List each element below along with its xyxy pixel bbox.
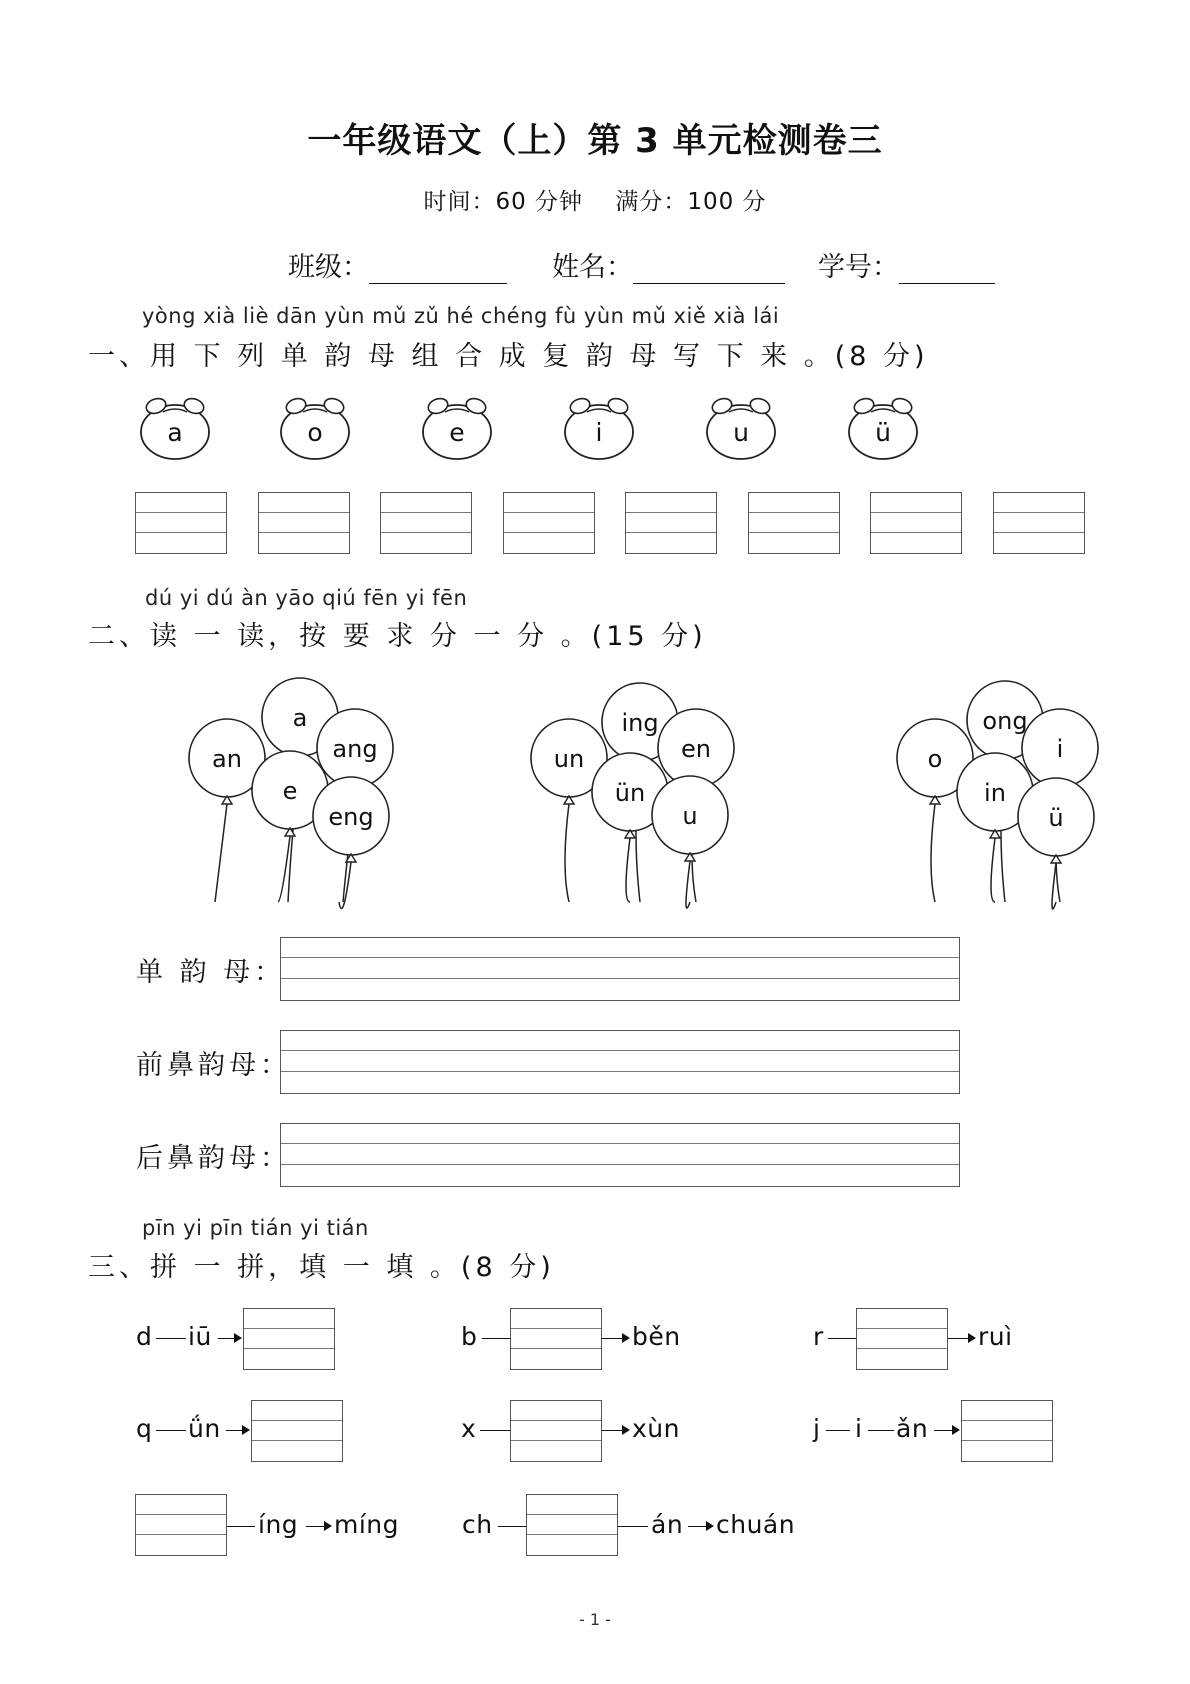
compound-final-answer-box[interactable]: [503, 492, 595, 554]
balloon: [1018, 778, 1094, 863]
class-field[interactable]: [288, 245, 507, 284]
front-nasal-answer-box[interactable]: [280, 1030, 960, 1094]
section3-heading: 三、拼 一 拼，填 一 填 。(8 分): [88, 1252, 555, 1283]
connector-line: [480, 1430, 510, 1431]
ex5-result: xùn: [632, 1414, 680, 1443]
page-number: - 1 -: [579, 1610, 611, 1629]
arrow-head-icon: [968, 1333, 976, 1343]
balloon-label: ang: [332, 735, 378, 763]
balloon-label: in: [984, 779, 1006, 807]
simple-finals-answer-box[interactable]: [280, 937, 960, 1001]
pig-letter: o: [307, 418, 323, 447]
pig-face-icon: [565, 396, 633, 459]
ex2-answer-box[interactable]: [510, 1308, 602, 1370]
ex8-result: chuán: [716, 1510, 796, 1539]
balloon-label: ün: [614, 779, 646, 807]
arrow-head-icon: [952, 1425, 960, 1435]
balloon: [313, 777, 389, 862]
row-label-front-nasal: 前鼻韵母：: [136, 1050, 291, 1081]
balloon-label: e: [282, 777, 298, 805]
exam-info: [0, 183, 1190, 216]
ex8-answer-box[interactable]: [526, 1494, 618, 1556]
connector-line: [826, 1430, 850, 1431]
pig-face-icon: [281, 396, 349, 459]
section2-pinyin: dú yi dú àn yāo qiú fēn yi fēn: [145, 586, 468, 610]
balloon-label: un: [553, 745, 585, 773]
pig-face-icon: [423, 396, 491, 459]
arrow-head-icon: [242, 1425, 250, 1435]
balloon-label: u: [682, 802, 698, 830]
pig-letter: e: [449, 418, 465, 447]
page-title: 一年级语文（上）第 3 单元检测卷三: [307, 121, 883, 161]
pig-letter: ü: [875, 418, 891, 447]
pig-row: [0, 388, 1190, 468]
pig-letter: a: [167, 418, 183, 447]
connector-line: [227, 1526, 255, 1527]
ex6-final: ǎn: [896, 1414, 929, 1443]
balloon-label: eng: [328, 803, 374, 831]
time-limit: 时间：60 分钟: [423, 189, 584, 215]
compound-final-answer-box[interactable]: [135, 492, 227, 554]
number-blank[interactable]: [899, 253, 995, 284]
compound-final-answer-box[interactable]: [625, 492, 717, 554]
ex3-result: ruì: [978, 1322, 1013, 1351]
connector-line: [828, 1338, 856, 1339]
ex5-initial: x: [461, 1414, 477, 1443]
arrow-head-icon: [622, 1425, 630, 1435]
ex5-answer-box[interactable]: [510, 1400, 602, 1462]
compound-final-answer-box[interactable]: [870, 492, 962, 554]
section3-pinyin: pīn yi pīn tián yi tián: [142, 1216, 369, 1240]
ex6-answer-box[interactable]: [961, 1400, 1053, 1462]
compound-final-answer-box[interactable]: [380, 492, 472, 554]
balloon-label: ong: [982, 707, 1028, 735]
ex2-result: běn: [632, 1322, 681, 1351]
name-blank[interactable]: [633, 253, 785, 284]
pig-face-icon: [141, 396, 209, 459]
balloon-label: en: [681, 735, 711, 763]
balloon-label: ing: [621, 709, 659, 737]
row-label-back-nasal: 后鼻韵母：: [136, 1143, 291, 1174]
ex8-initial: ch: [462, 1510, 493, 1539]
balloon-label: o: [927, 745, 943, 773]
ex7-result: míng: [334, 1510, 400, 1539]
balloon-label: a: [292, 704, 308, 732]
connector-line: [156, 1338, 186, 1339]
row-label-simple-finals: 单 韵 母：: [136, 957, 286, 988]
balloon-bunch: [897, 681, 1098, 909]
ex6-medial: i: [855, 1414, 863, 1443]
balloon-label: i: [1056, 735, 1064, 763]
arrow-head-icon: [324, 1521, 332, 1531]
ex3-initial: r: [813, 1322, 824, 1351]
arrow-head-icon: [234, 1333, 242, 1343]
name-field[interactable]: [552, 245, 785, 284]
compound-final-answer-box[interactable]: [748, 492, 840, 554]
section1-heading: 一、用 下 列 单 韵 母 组 合 成 复 韵 母 写 下 来 。(8 分): [88, 341, 929, 372]
ex1-final: iū: [188, 1322, 212, 1351]
ex1-answer-box[interactable]: [243, 1308, 335, 1370]
arrow-head-icon: [622, 1333, 630, 1343]
balloon-bunch: [531, 683, 734, 908]
class-blank[interactable]: [369, 253, 507, 284]
pig-face-icon: [849, 396, 917, 459]
ex7-final: íng: [258, 1510, 299, 1539]
connector-line: [482, 1338, 510, 1339]
class-label: 班级：: [288, 252, 369, 283]
ex7-answer-box[interactable]: [135, 1494, 227, 1556]
ex8-final: án: [651, 1510, 684, 1539]
ex3-answer-box[interactable]: [856, 1308, 948, 1370]
connector-line: [618, 1526, 648, 1527]
section1-pinyin: yòng xià liè dān yùn mǔ zǔ hé chéng fù yùn mǔ xiě xià lái: [142, 304, 780, 328]
connector-line: [156, 1430, 186, 1431]
number-label: 学号：: [818, 252, 899, 283]
balloon-label: an: [212, 745, 242, 773]
ex1-initial: d: [136, 1322, 153, 1351]
section2-heading: 二、读 一 读，按 要 求 分 一 分 。(15 分): [88, 621, 707, 652]
ex6-initial: j: [813, 1414, 821, 1443]
ex4-answer-box[interactable]: [251, 1400, 343, 1462]
connector-line: [868, 1430, 894, 1431]
full-score: 满分：100 分: [615, 189, 767, 215]
pig-letter: i: [595, 418, 603, 447]
number-field[interactable]: [818, 245, 995, 284]
ex2-initial: b: [461, 1322, 478, 1351]
balloon-label: ü: [1048, 804, 1064, 832]
connector-line: [498, 1526, 526, 1527]
pig-letter: u: [733, 418, 749, 447]
name-label: 姓名：: [552, 252, 633, 283]
balloon-bunch: [189, 678, 393, 909]
ex4-initial: q: [136, 1414, 153, 1443]
balloon: [652, 776, 728, 861]
balloon-area: [0, 670, 1190, 910]
pig-face-icon: [707, 396, 775, 459]
back-nasal-answer-box[interactable]: [280, 1123, 960, 1187]
compound-final-answer-box[interactable]: [258, 492, 350, 554]
compound-final-answer-box[interactable]: [993, 492, 1085, 554]
arrow-head-icon: [706, 1521, 714, 1531]
ex4-final: ǘn: [188, 1414, 221, 1443]
